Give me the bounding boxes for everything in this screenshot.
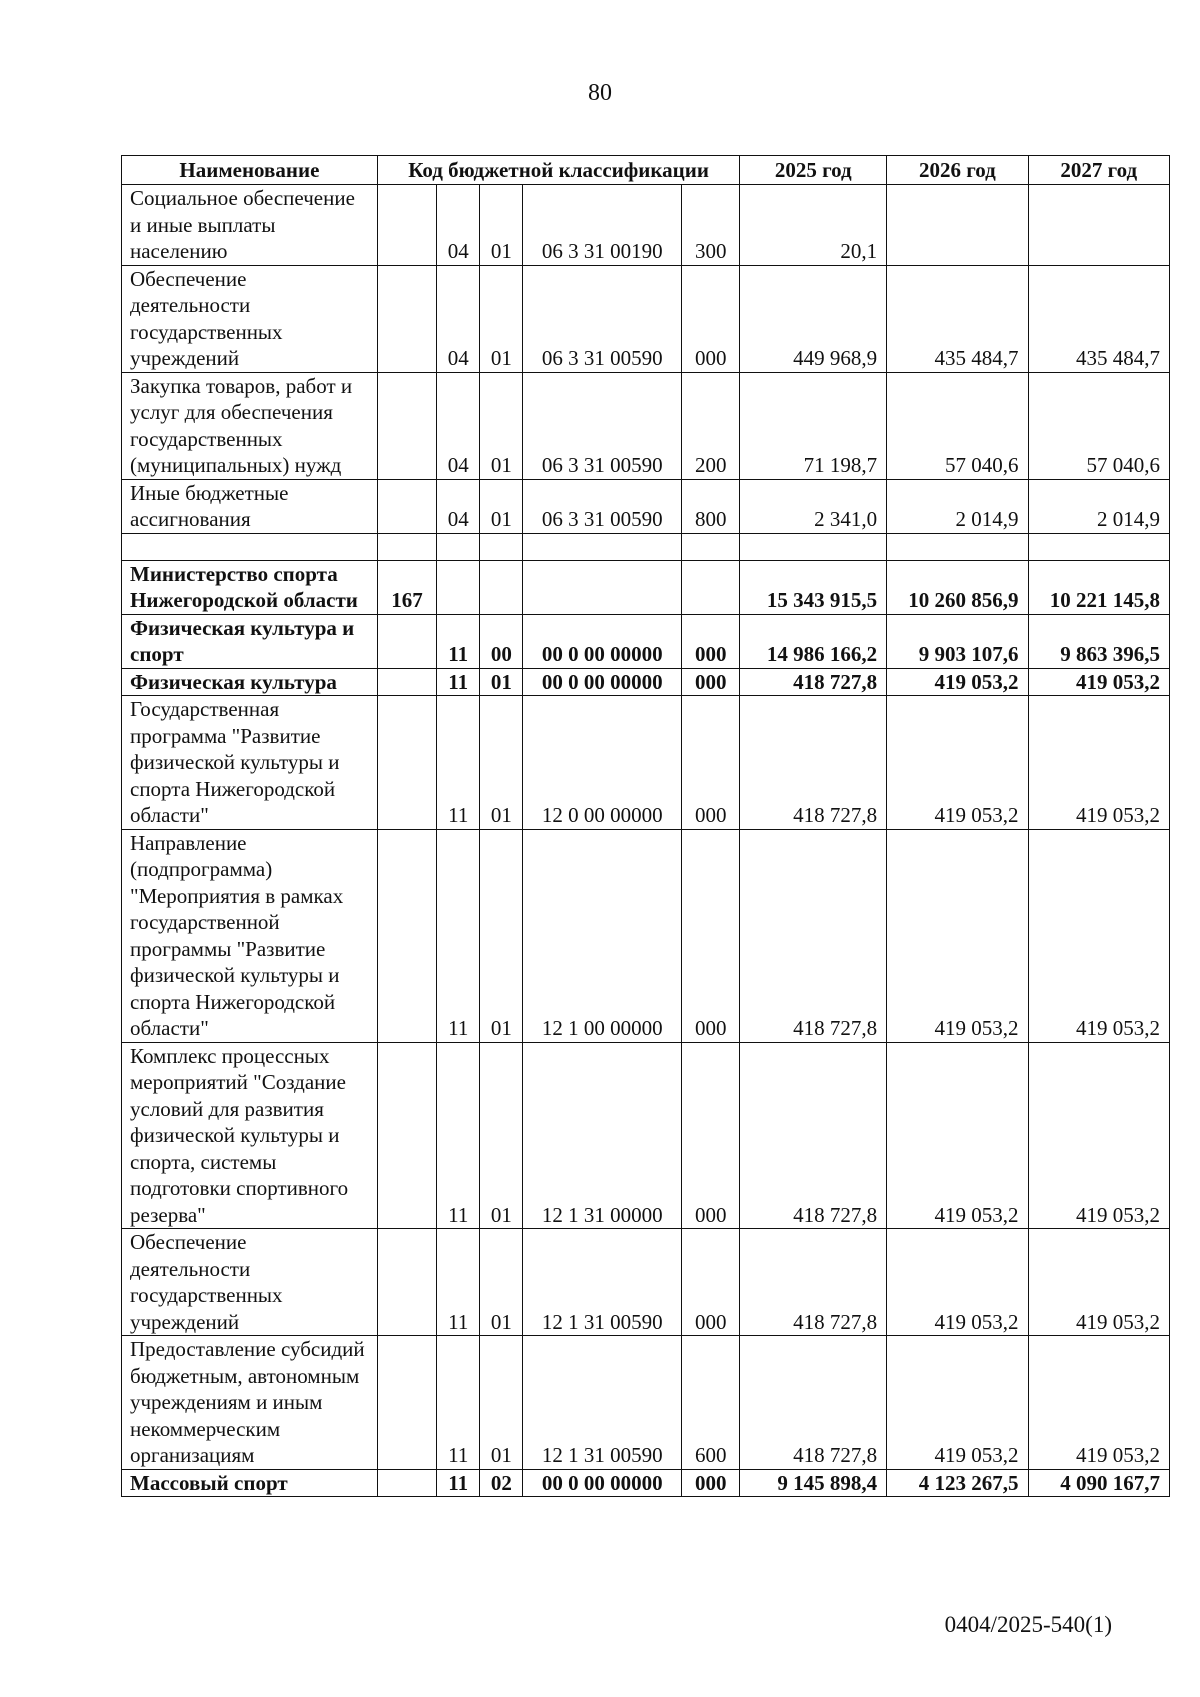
document-code: 0404/2025-540(1) bbox=[944, 1612, 1112, 1637]
table-row bbox=[122, 265, 1170, 372]
code-subsection: 01 bbox=[480, 1042, 523, 1229]
value-2025: 418 727,8 bbox=[740, 1336, 887, 1470]
code-subsection: 01 bbox=[480, 372, 523, 479]
value-2025: 449 968,9 bbox=[740, 265, 887, 372]
value-2027: 10 221 145,8 bbox=[1028, 560, 1169, 614]
value-2025: 418 727,8 bbox=[740, 829, 887, 1042]
value-2026: 4 123 267,5 bbox=[887, 1469, 1028, 1497]
code-target: 06 3 31 00590 bbox=[523, 372, 682, 479]
value-2025: 418 727,8 bbox=[740, 668, 887, 696]
value-2027: 4 090 167,7 bbox=[1028, 1469, 1169, 1497]
value-2026: 419 053,2 bbox=[887, 668, 1028, 696]
code-admin bbox=[377, 1469, 436, 1497]
row-name: Социальное обеспечение и иные выплаты населению bbox=[122, 185, 378, 266]
code-admin bbox=[377, 1336, 436, 1470]
code-target: 12 0 00 00000 bbox=[523, 696, 682, 830]
table-row bbox=[122, 829, 1170, 1042]
code-section: 04 bbox=[437, 185, 480, 266]
row-name bbox=[122, 533, 378, 560]
value-2027: 419 053,2 bbox=[1028, 829, 1169, 1042]
code-expense-type: 000 bbox=[682, 1229, 740, 1336]
code-target bbox=[523, 533, 682, 560]
code-admin: 167 bbox=[377, 560, 436, 614]
code-section: 11 bbox=[437, 1469, 480, 1497]
value-2026 bbox=[887, 533, 1028, 560]
code-subsection: 00 bbox=[480, 614, 523, 668]
row-name: Обеспечение деятельности государственных учреждений bbox=[122, 265, 378, 372]
code-section bbox=[437, 560, 480, 614]
code-admin bbox=[377, 1042, 436, 1229]
value-2025: 418 727,8 bbox=[740, 696, 887, 830]
code-section: 04 bbox=[437, 479, 480, 533]
code-section: 11 bbox=[437, 614, 480, 668]
value-2027: 9 863 396,5 bbox=[1028, 614, 1169, 668]
code-target: 12 1 31 00590 bbox=[523, 1229, 682, 1336]
code-target: 00 0 00 00000 bbox=[523, 614, 682, 668]
code-target: 12 1 31 00590 bbox=[523, 1336, 682, 1470]
value-2025: 9 145 898,4 bbox=[740, 1469, 887, 1497]
code-expense-type: 800 bbox=[682, 479, 740, 533]
header-code: Код бюджетной классификации bbox=[377, 156, 740, 185]
table-row bbox=[122, 668, 1170, 696]
code-subsection: 02 bbox=[480, 1469, 523, 1497]
code-section: 11 bbox=[437, 829, 480, 1042]
code-expense-type: 000 bbox=[682, 265, 740, 372]
value-2027 bbox=[1028, 185, 1169, 266]
row-name: Массовый спорт bbox=[122, 1469, 378, 1497]
value-2027: 419 053,2 bbox=[1028, 1042, 1169, 1229]
code-target: 00 0 00 00000 bbox=[523, 668, 682, 696]
code-subsection: 01 bbox=[480, 668, 523, 696]
value-2026: 435 484,7 bbox=[887, 265, 1028, 372]
table-row bbox=[122, 1469, 1170, 1497]
code-admin bbox=[377, 829, 436, 1042]
value-2025: 2 341,0 bbox=[740, 479, 887, 533]
code-section: 11 bbox=[437, 668, 480, 696]
code-expense-type: 000 bbox=[682, 829, 740, 1042]
page-number: 80 bbox=[588, 80, 612, 106]
code-subsection: 01 bbox=[480, 829, 523, 1042]
value-2026: 10 260 856,9 bbox=[887, 560, 1028, 614]
code-subsection bbox=[480, 533, 523, 560]
value-2027: 2 014,9 bbox=[1028, 479, 1169, 533]
table-row bbox=[122, 372, 1170, 479]
value-2025: 418 727,8 bbox=[740, 1229, 887, 1336]
row-name: Направление (подпрограмма) "Мероприятия в рамках государственной программы "Развитие физической культуры и спорта Нижегородской области" bbox=[122, 829, 378, 1042]
row-name: Закупка товаров, работ и услуг для обеспечения государственных (муниципальных) нужд bbox=[122, 372, 378, 479]
value-2026: 419 053,2 bbox=[887, 696, 1028, 830]
table-header-row bbox=[122, 156, 1170, 185]
value-2027: 419 053,2 bbox=[1028, 668, 1169, 696]
code-subsection: 01 bbox=[480, 479, 523, 533]
value-2027 bbox=[1028, 533, 1169, 560]
code-admin bbox=[377, 614, 436, 668]
table-row bbox=[122, 185, 1170, 266]
value-2025: 418 727,8 bbox=[740, 1042, 887, 1229]
row-name: Министерство спорта Нижегородской области bbox=[122, 560, 378, 614]
value-2025 bbox=[740, 533, 887, 560]
code-admin bbox=[377, 668, 436, 696]
row-name: Иные бюджетные ассигнования bbox=[122, 479, 378, 533]
code-target: 12 1 00 00000 bbox=[523, 829, 682, 1042]
code-expense-type: 000 bbox=[682, 1042, 740, 1229]
value-2026: 9 903 107,6 bbox=[887, 614, 1028, 668]
value-2025: 14 986 166,2 bbox=[740, 614, 887, 668]
code-section: 04 bbox=[437, 372, 480, 479]
value-2025: 15 343 915,5 bbox=[740, 560, 887, 614]
table-row bbox=[122, 560, 1170, 614]
value-2027: 419 053,2 bbox=[1028, 696, 1169, 830]
code-section: 11 bbox=[437, 1042, 480, 1229]
table-body bbox=[122, 185, 1170, 1497]
table-row bbox=[122, 614, 1170, 668]
code-subsection: 01 bbox=[480, 1336, 523, 1470]
code-subsection bbox=[480, 560, 523, 614]
code-section: 11 bbox=[437, 1229, 480, 1336]
header-name: Наименование bbox=[122, 156, 378, 185]
value-2026: 419 053,2 bbox=[887, 1042, 1028, 1229]
code-expense-type: 600 bbox=[682, 1336, 740, 1470]
code-target bbox=[523, 560, 682, 614]
code-expense-type bbox=[682, 560, 740, 614]
code-expense-type: 000 bbox=[682, 614, 740, 668]
code-section: 11 bbox=[437, 696, 480, 830]
code-admin bbox=[377, 265, 436, 372]
code-subsection: 01 bbox=[480, 696, 523, 830]
row-name: Предоставление субсидий бюджетным, автономным учреждениям и иным некоммерческим организациям bbox=[122, 1336, 378, 1470]
row-name: Государственная программа "Развитие физической культуры и спорта Нижегородской области" bbox=[122, 696, 378, 830]
value-2025: 71 198,7 bbox=[740, 372, 887, 479]
code-admin bbox=[377, 533, 436, 560]
table-row bbox=[122, 1042, 1170, 1229]
code-expense-type: 300 bbox=[682, 185, 740, 266]
code-admin bbox=[377, 1229, 436, 1336]
value-2026 bbox=[887, 185, 1028, 266]
row-name: Комплекс процессных мероприятий "Создание условий для развития физической культуры и спорта, системы подготовки спортивного резерва" bbox=[122, 1042, 378, 1229]
code-target: 06 3 31 00590 bbox=[523, 479, 682, 533]
value-2025: 20,1 bbox=[740, 185, 887, 266]
value-2027: 435 484,7 bbox=[1028, 265, 1169, 372]
code-target: 12 1 31 00000 bbox=[523, 1042, 682, 1229]
code-expense-type: 000 bbox=[682, 696, 740, 830]
value-2026: 419 053,2 bbox=[887, 829, 1028, 1042]
code-admin bbox=[377, 372, 436, 479]
code-section: 11 bbox=[437, 1336, 480, 1470]
code-expense-type: 000 bbox=[682, 668, 740, 696]
row-name: Физическая культура и спорт bbox=[122, 614, 378, 668]
header-2027: 2027 год bbox=[1028, 156, 1169, 185]
header-2026: 2026 год bbox=[887, 156, 1028, 185]
row-name: Физическая культура bbox=[122, 668, 378, 696]
row-name: Обеспечение деятельности государственных учреждений bbox=[122, 1229, 378, 1336]
code-subsection: 01 bbox=[480, 265, 523, 372]
value-2026: 419 053,2 bbox=[887, 1336, 1028, 1470]
code-expense-type: 200 bbox=[682, 372, 740, 479]
table-row bbox=[122, 696, 1170, 830]
value-2027: 419 053,2 bbox=[1028, 1336, 1169, 1470]
table-row bbox=[122, 1229, 1170, 1336]
value-2026: 419 053,2 bbox=[887, 1229, 1028, 1336]
code-section bbox=[437, 533, 480, 560]
code-section: 04 bbox=[437, 265, 480, 372]
value-2026: 2 014,9 bbox=[887, 479, 1028, 533]
table-row bbox=[122, 479, 1170, 533]
code-admin bbox=[377, 185, 436, 266]
value-2027: 57 040,6 bbox=[1028, 372, 1169, 479]
code-subsection: 01 bbox=[480, 185, 523, 266]
budget-table bbox=[121, 155, 1170, 1497]
code-admin bbox=[377, 479, 436, 533]
code-target: 06 3 31 00590 bbox=[523, 265, 682, 372]
table-row bbox=[122, 533, 1170, 560]
value-2027: 419 053,2 bbox=[1028, 1229, 1169, 1336]
code-subsection: 01 bbox=[480, 1229, 523, 1336]
code-target: 00 0 00 00000 bbox=[523, 1469, 682, 1497]
code-expense-type bbox=[682, 533, 740, 560]
code-target: 06 3 31 00190 bbox=[523, 185, 682, 266]
header-2025: 2025 год bbox=[740, 156, 887, 185]
table-row bbox=[122, 1336, 1170, 1470]
code-expense-type: 000 bbox=[682, 1469, 740, 1497]
value-2026: 57 040,6 bbox=[887, 372, 1028, 479]
code-admin bbox=[377, 696, 436, 830]
